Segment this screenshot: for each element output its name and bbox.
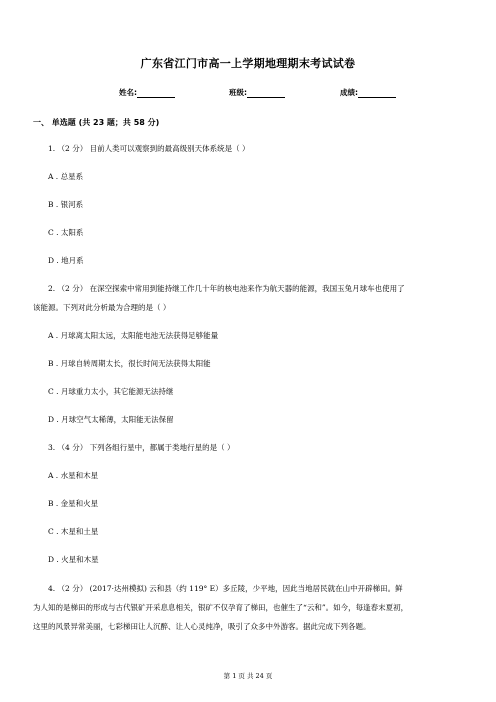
question-3-option-a: A . 水星和木星 — [48, 471, 99, 480]
score-field — [340, 87, 396, 98]
question-2-stem: 2. （2 分） 在深空探索中常用到能持继工作几十年的核电池来作为航天器的能源，我国玉兔月球车也使用了 — [48, 284, 405, 293]
question-4-stem-cont-2: 这里的风景异常美丽，七彩梯田让人沉醉、让人心灵纯净，吸引了众多中外游客。据此完成下列各题。 — [33, 622, 371, 631]
page-footer: 第 1 页 共 24 页 — [223, 672, 273, 680]
question-2-option-b: B . 月球自转周期太长，很长时间无法获得太阳能 — [48, 359, 211, 368]
question-2-option-a: A . 月球离太阳太远，太阳能电池无法获得足够能量 — [48, 331, 219, 340]
question-3-stem: 3. （4 分） 下列各组行星中，都属于类地行星的是（ ） — [48, 443, 235, 452]
name-field — [119, 87, 175, 98]
question-3-option-c: C . 木星和土星 — [48, 527, 99, 536]
question-1-option-a: A . 总星系 — [48, 172, 84, 181]
name-label: 姓名: — [119, 88, 137, 97]
question-3-option-d: D . 火星和木星 — [48, 555, 99, 564]
question-4-stem-cont-1: 为人知的是梯田的形成与古代银矿开采息息相关，银矿不仅孕育了梯田，也催生了“云和”。如今，每逢春末夏初， — [33, 603, 409, 612]
score-label: 成绩: — [340, 88, 358, 97]
section-title: 一、 单选题 (共 23 题；共 58 分) — [33, 118, 160, 127]
question-2-option-d: D . 月球空气太稀薄，太阳能无法保留 — [48, 415, 174, 424]
class-label: 班级: — [229, 88, 247, 97]
question-4-stem: 4. （2 分） (2017·达州模拟) 云和县（约 119° E）多丘陵，少平地，因此当地居民就在山中开辟梯田。鲜 — [48, 584, 403, 593]
class-blank — [247, 88, 285, 98]
name-blank — [137, 88, 175, 98]
student-info-row — [0, 87, 496, 101]
exam-title: 广东省江门市高一上学期地理期末考试试卷 — [140, 57, 356, 70]
question-3-option-b: B . 金星和火星 — [48, 499, 99, 508]
question-1-stem: 1. （2 分） 目前人类可以观察到的最高级别天体系统是（ ） — [48, 144, 250, 153]
class-field — [229, 87, 285, 98]
question-2-option-c: C . 月球重力太小，其它能源无法持继 — [48, 387, 174, 396]
question-1-option-d: D . 地月系 — [48, 256, 84, 265]
question-1-option-c: C . 太阳系 — [48, 228, 84, 237]
question-1-option-b: B . 银河系 — [48, 200, 84, 209]
score-blank — [358, 88, 396, 98]
question-2-stem-cont: 该能源。下列对此分析最为合理的是（ ） — [33, 303, 171, 312]
